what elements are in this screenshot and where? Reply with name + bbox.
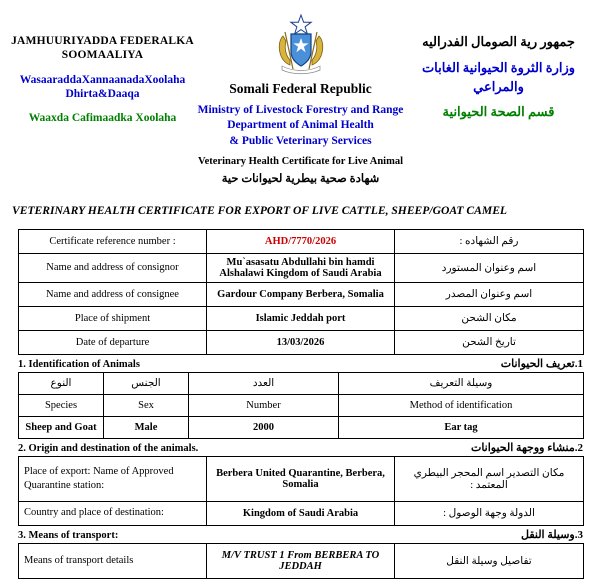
header-certificate-subtitle-en: Veterinary Health Certificate for Live Animal — [198, 156, 403, 168]
header-somali-department-title: Waaxda Cafimaadka Xoolaha — [28, 111, 177, 124]
header-right-column — [406, 14, 591, 120]
destination-label-ar: الدولة وجهة الوصول : — [395, 501, 584, 525]
number-header-ar: العدد — [189, 372, 339, 394]
destination-label-en: Country and place of destination: — [19, 501, 207, 525]
section1-heading — [18, 357, 583, 370]
header-certificate-subtitle-ar: شهادة صحية بيطرية لحيوانات حية — [221, 173, 380, 185]
cert-ref-label-ar: رقم الشهاده : — [395, 229, 584, 253]
header-arabic-department-title: قسم الصحة الحيوانية — [442, 103, 555, 119]
identification-header-en: Method of identification — [339, 394, 584, 416]
shipment-place-value: Islamic Jeddah port — [207, 306, 395, 330]
header-arabic-republic-title: جمهور رية الصومال الفدراليه — [422, 34, 575, 49]
transport-details-value: M/V TRUST 1 From BERBERA TO JEDDAH — [207, 543, 395, 578]
header-arabic-ministry-title-cont: والمراعي — [473, 78, 524, 94]
table-row — [19, 229, 584, 253]
export-place-value: Berbera United Quarantine, Berbera, Somalia — [207, 456, 395, 501]
consignor-label-en: Name and address of consignor — [19, 253, 207, 282]
cert-ref-value: AHD/7770/2026 — [207, 229, 395, 253]
number-header-en: Number — [189, 394, 339, 416]
certificate-details-table — [18, 229, 584, 355]
document-header — [0, 0, 601, 187]
consignor-value: Mu`asasatu Abdullahi bin hamdi Alshalawi Kingdom of Saudi Arabia — [207, 253, 395, 282]
export-place-label-ar: مكان التصدير اسم المحجر البيطري المعتمد : — [395, 456, 584, 501]
header-arabic-ministry-title: وزارة الثروة الحيوانية الغابات — [421, 60, 576, 76]
header-ministry-name: Ministry of Livestock Forestry and Range — [197, 103, 404, 116]
somalia-coat-of-arms-icon — [273, 14, 329, 76]
shipment-place-label-ar: مكان الشحن — [395, 306, 584, 330]
species-header-ar: النوع — [19, 372, 104, 394]
table-row — [19, 253, 584, 282]
table-row — [19, 372, 584, 394]
header-services-name: & Public Veterinary Services — [229, 135, 372, 148]
header-center-column — [195, 14, 406, 187]
table-row — [19, 330, 584, 354]
identification-value: Ear tag — [339, 416, 584, 438]
means-of-transport-table — [18, 543, 584, 579]
section3-title-en: 3. Means of transport: — [18, 529, 119, 541]
header-country-name: Somali Federal Republic — [229, 81, 372, 96]
consignee-label-en: Name and address of consignee — [19, 282, 207, 306]
departure-date-label-ar: تاريخ الشحن — [395, 330, 584, 354]
section3-title-ar: 3.وسيلة النقل — [520, 528, 583, 541]
section1-title-en: 1. Identification of Animals — [18, 358, 140, 370]
consignor-label-ar: اسم وعنوان المستورد — [395, 253, 584, 282]
section2-heading — [18, 441, 583, 454]
header-somali-republic-title: JAMHUURIYADDA FEDERALKA SOOMAALIYA — [11, 35, 194, 62]
header-left-column — [10, 14, 195, 125]
table-row — [19, 543, 584, 578]
section3-heading — [18, 528, 583, 541]
number-value: 2000 — [189, 416, 339, 438]
table-row — [19, 394, 584, 416]
species-header-en: Species — [19, 394, 104, 416]
shipment-place-label-en: Place of shipment — [19, 306, 207, 330]
section2-title-ar: 2.منشاء ووجهة الحيوانات — [470, 441, 583, 454]
animal-identification-table — [18, 372, 584, 439]
consignee-label-ar: اسم وعنوان المصدر — [395, 282, 584, 306]
identification-header-ar: وسيلة التعريف — [339, 372, 584, 394]
section1-title-ar: 1.تعريف الحيوانات — [500, 357, 583, 370]
page-title: VETERINARY HEALTH CERTIFICATE FOR EXPORT OF LIVE CATTLE, SHEEP/GOAT CAMEL — [12, 203, 508, 217]
sex-value: Male — [104, 416, 189, 438]
table-row — [19, 456, 584, 501]
sex-header-en: Sex — [104, 394, 189, 416]
species-value: Sheep and Goat — [19, 416, 104, 438]
sex-header-ar: الجنس — [104, 372, 189, 394]
origin-destination-table — [18, 456, 584, 526]
table-row — [19, 282, 584, 306]
table-row — [19, 501, 584, 525]
destination-value: Kingdom of Saudi Arabia — [207, 501, 395, 525]
export-place-label-en: Place of export: Name of Approved Quarantine station: — [19, 456, 207, 501]
table-row — [19, 306, 584, 330]
header-department-name: Department of Animal Health — [227, 119, 374, 132]
cert-ref-label-en: Certificate reference number : — [19, 229, 207, 253]
transport-details-label-en: Means of transport details — [19, 543, 207, 578]
header-somali-ministry-title: WasaaraddaXannaanadaXoolaha Dhirta&Daaqa — [19, 73, 186, 101]
departure-date-value: 13/03/2026 — [207, 330, 395, 354]
departure-date-label-en: Date of departure — [19, 330, 207, 354]
table-row — [19, 416, 584, 438]
transport-details-label-ar: تفاصيل وسيلة النقل — [395, 543, 584, 578]
section2-title-en: 2. Origin and destination of the animals. — [18, 442, 199, 454]
consignee-value: Gardour Company Berbera, Somalia — [207, 282, 395, 306]
